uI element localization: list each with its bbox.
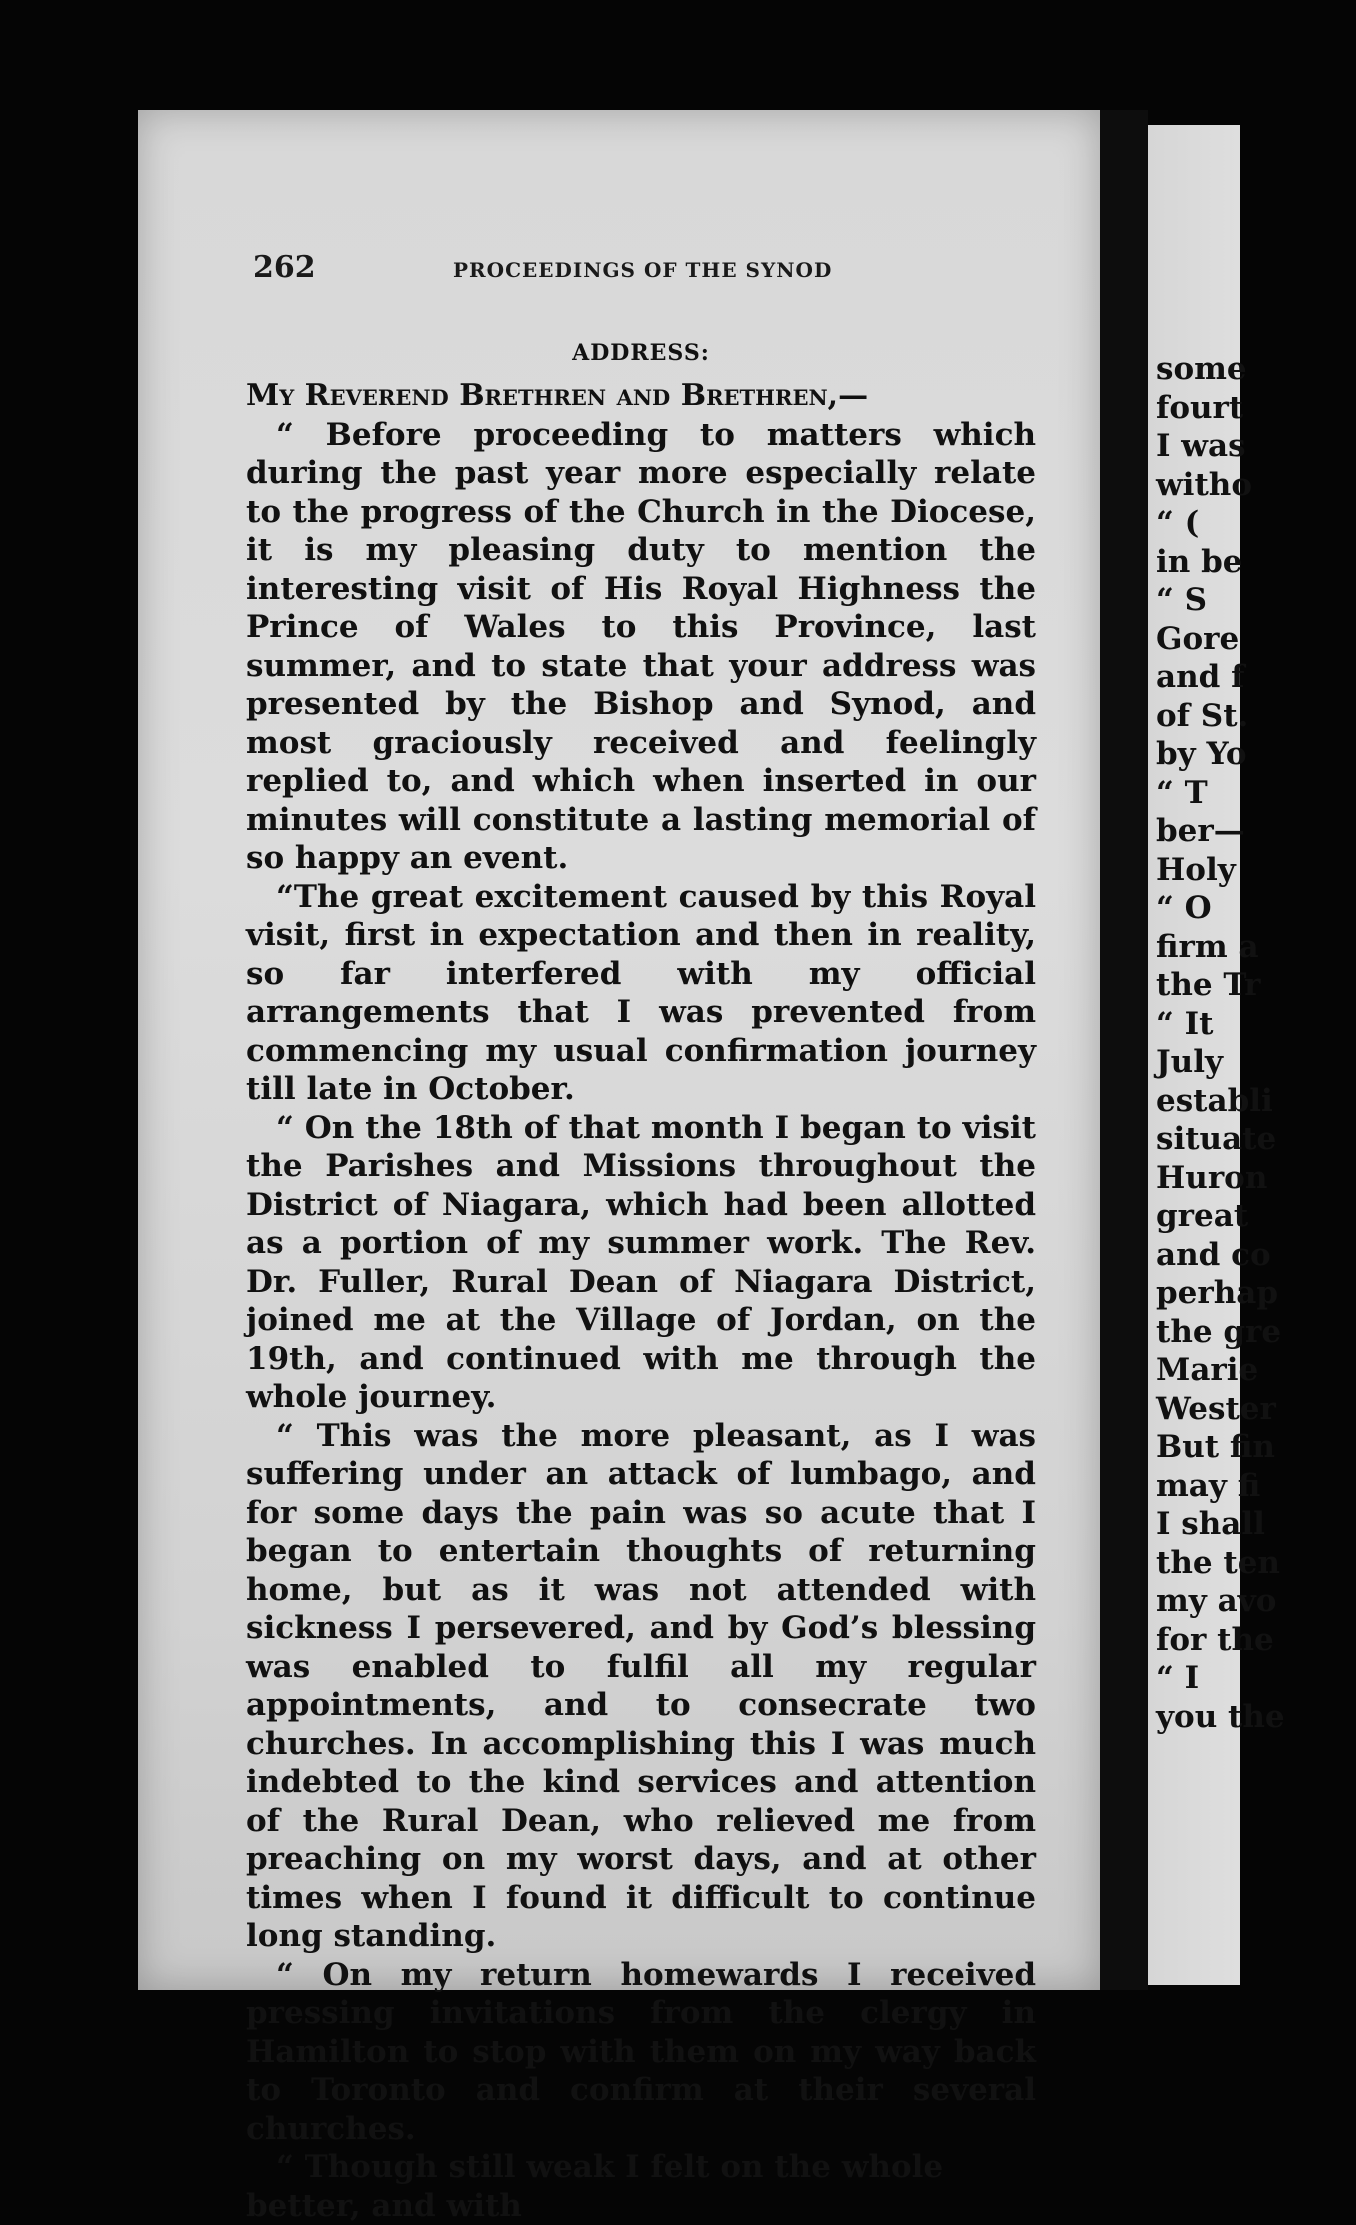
facing-page-line: in be — [1156, 543, 1243, 580]
paragraph-5: “ On my return homewards I received pressing invitations from the clergy in Hamilton to stop with them on my way back to Toronto and confirm at their several churches. — [246, 1956, 1036, 2147]
facing-page-line: “ S — [1156, 582, 1208, 618]
facing-page-line: I shall — [1156, 1506, 1265, 1542]
facing-page-line: But fin — [1156, 1429, 1275, 1465]
book-page-right — [1148, 125, 1285, 1985]
facing-page-line: Holy — [1156, 851, 1236, 888]
paragraph-1: “ Before proceeding to matters which during the past year more especially relate to the progress of the Church in the Diocese, it is my pleasing duty to mention the interesting visit of His Royal Highness the Prince of Wales to this Province, last summer, and to state that your address was presented by the Bishop and Synod, and most graciously received and feelingly replied to, and which when inserted in our minutes will constitute a lasting memorial of so happy an event. — [246, 416, 1036, 876]
salutation: My Reverend Brethren and Brethren,— — [246, 378, 869, 413]
facing-page-line: may fi — [1156, 1467, 1261, 1504]
page-header — [253, 250, 1013, 300]
facing-page-line: Wester — [1156, 1390, 1276, 1427]
facing-page-line: “ It — [1156, 1005, 1214, 1042]
facing-page-line: perhap — [1156, 1275, 1279, 1311]
facing-page-line: situate — [1156, 1121, 1277, 1157]
paragraph-3: “ On the 18th of that month I began to visit the Parishes and Missions throughout the District of Niagara, which had been allotted as a portion of my summer work. The Rev. Dr. Fuller, Rural Dean of Niagara District, joined me at the Village of Jordan, on the 19th, and continued with me through the whole journey. — [246, 1109, 1036, 1415]
facing-page-line: and co — [1156, 1236, 1271, 1273]
facing-page-line: establi — [1156, 1082, 1273, 1119]
facing-page-line: “ O — [1156, 890, 1212, 926]
facing-page-line: witho — [1156, 466, 1252, 503]
facing-page-line: “ I — [1156, 1660, 1200, 1696]
facing-page-line: the ten — [1156, 1544, 1280, 1581]
facing-page-line: you the — [1156, 1698, 1285, 1735]
facing-page-line: Gore — [1156, 620, 1240, 657]
facing-page-text — [1156, 350, 1356, 1736]
facing-page-line: the Tr — [1156, 967, 1261, 1003]
section-heading: ADDRESS: — [572, 340, 710, 366]
facing-page-line: great — [1156, 1198, 1249, 1234]
facing-page-line: ber— — [1156, 813, 1245, 849]
page-number: 262 — [253, 250, 316, 285]
paragraph-2: “The great excitement caused by this Royal visit, first in expectation and then in reality, so far interfered with my official arrangements that I was prevented from commencing my usual confirmation journey till late in October. — [246, 878, 1036, 1107]
running-head: PROCEEDINGS OF THE SYNOD — [453, 258, 833, 282]
facing-page-line: fourt — [1156, 389, 1244, 426]
facing-page-line: by Yo — [1156, 736, 1247, 772]
paragraph-4: “ This was the more pleasant, as I was suffering under an attack of lumbago, and for some days the pain was so acute that I began to entertain thoughts of returning home, but as it was not attended with sickness I persevered, and by God’s blessing was enabled to fulfil all my regular appointments, and to consecrate two churches. In accomplishing this I was much indebted to the kind services and attention of the Rural Dean, who relieved me from preaching on my worst days, and at other times when I found it difficult to continue long standing. — [246, 1417, 1036, 1954]
book-gutter — [1100, 110, 1148, 1990]
paragraph-6: “ Though still weak I felt on the whole better, and with — [246, 2149, 944, 2224]
facing-page-line: the gre — [1156, 1313, 1282, 1350]
facing-page-line: Marie — [1156, 1352, 1259, 1388]
book-page-left — [138, 110, 1100, 2224]
facing-page-line: I was — [1156, 428, 1246, 464]
facing-page-line: for the — [1156, 1621, 1274, 1658]
facing-page-line: “ ( — [1156, 505, 1200, 541]
facing-page-line: my avo — [1156, 1583, 1277, 1619]
facing-page-line: firm a — [1156, 928, 1259, 965]
facing-page-line: “ T — [1156, 774, 1208, 811]
facing-page-line: some — [1156, 351, 1247, 387]
facing-page-line: July — [1156, 1044, 1223, 1080]
body-text — [246, 335, 1036, 2225]
facing-page-line: and f — [1156, 659, 1245, 695]
facing-page-line: of St. — [1156, 697, 1249, 734]
facing-page-line: Huron — [1156, 1159, 1268, 1196]
